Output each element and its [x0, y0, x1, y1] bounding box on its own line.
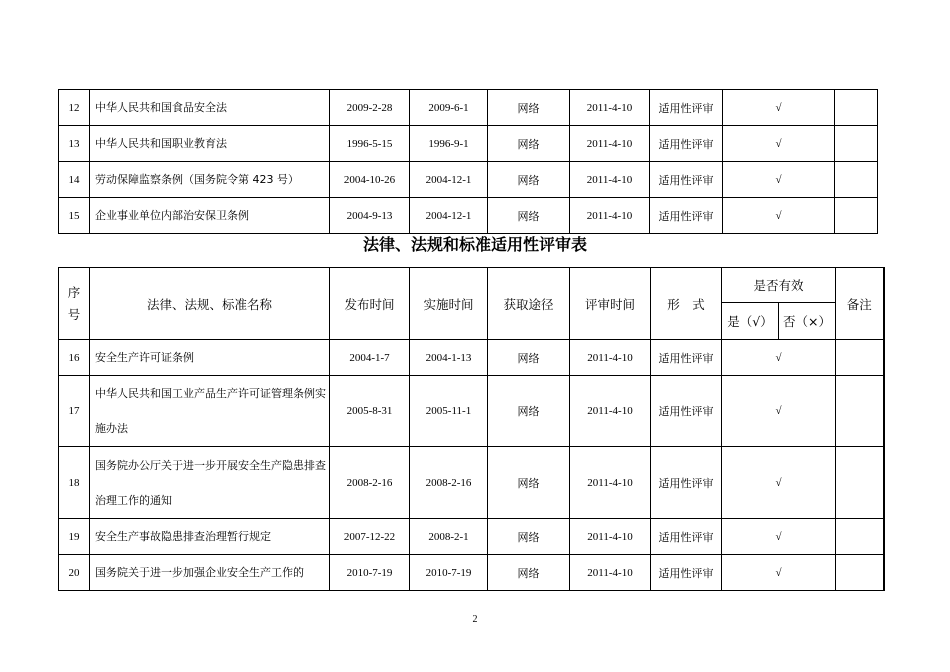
- review-date: 2011-4-10: [570, 555, 651, 591]
- valid-mark: √: [722, 555, 836, 591]
- top-regulation-table: [58, 89, 878, 234]
- regulation-name: 安全生产事故隐患排查治理暂行规定: [90, 519, 330, 555]
- row-number: 15: [59, 198, 90, 234]
- remark: [836, 447, 884, 519]
- publish-date: 2004-9-13: [330, 198, 410, 234]
- header-source: 获取途径: [488, 268, 570, 340]
- review-form: 适用性评审: [651, 555, 722, 591]
- regulation-name: 劳动保障监察条例（国务院令第 423 号）: [90, 162, 330, 198]
- publish-date: 2005-8-31: [330, 376, 410, 447]
- review-form: 适用性评审: [650, 162, 723, 198]
- row-number: 16: [59, 340, 90, 376]
- implement-date: 2004-1-13: [410, 340, 488, 376]
- valid-mark: √: [722, 519, 836, 555]
- review-form: 适用性评审: [651, 447, 722, 519]
- review-date: 2011-4-10: [570, 126, 650, 162]
- header-implement: 实施时间: [410, 268, 488, 340]
- table-row: [59, 555, 884, 591]
- review-date: 2011-4-10: [570, 519, 651, 555]
- table-row: [59, 376, 884, 447]
- page-number: 2: [472, 614, 478, 625]
- review-date: 2011-4-10: [570, 198, 650, 234]
- regulation-name: 中华人民共和国工业产品生产许可证管理条例实施办法: [90, 376, 330, 447]
- valid-mark: √: [723, 198, 835, 234]
- header-publish: 发布时间: [330, 268, 410, 340]
- remark: [835, 126, 878, 162]
- source: 网络: [488, 90, 570, 126]
- publish-date: 2004-10-26: [330, 162, 410, 198]
- valid-mark: √: [723, 90, 835, 126]
- header-valid-yes: 是（√）: [722, 303, 779, 340]
- remark: [835, 198, 878, 234]
- publish-date: 2007-12-22: [330, 519, 410, 555]
- table-row: [59, 198, 878, 234]
- source: 网络: [488, 198, 570, 234]
- publish-date: 2004-1-7: [330, 340, 410, 376]
- remark: [836, 519, 884, 555]
- header-review: 评审时间: [570, 268, 651, 340]
- row-number: 19: [59, 519, 90, 555]
- review-date: 2011-4-10: [570, 376, 651, 447]
- implement-date: 2008-2-1: [410, 519, 488, 555]
- row-number: 18: [59, 447, 90, 519]
- remark: [836, 555, 884, 591]
- table-row: [59, 126, 878, 162]
- valid-mark: √: [722, 447, 836, 519]
- source: 网络: [488, 519, 570, 555]
- publish-date: 1996-5-15: [330, 126, 410, 162]
- table-row: [59, 519, 884, 555]
- review-date: 2011-4-10: [570, 162, 650, 198]
- table-row: [59, 340, 884, 376]
- header-valid-no: 否（×）: [779, 303, 836, 340]
- valid-mark: √: [722, 340, 836, 376]
- review-form: 适用性评审: [650, 198, 723, 234]
- source: 网络: [488, 162, 570, 198]
- review-date: 2011-4-10: [570, 447, 651, 519]
- implement-date: 2004-12-1: [410, 162, 488, 198]
- header-form: 形 式: [651, 268, 722, 340]
- regulation-name: 安全生产许可证条例: [90, 340, 330, 376]
- source: 网络: [488, 447, 570, 519]
- valid-mark: √: [722, 376, 836, 447]
- page-title: 法律、法规和标准适用性评审表: [362, 235, 587, 254]
- review-date: 2011-4-10: [570, 90, 650, 126]
- review-form: 适用性评审: [650, 126, 723, 162]
- bottom-table-body: [59, 340, 884, 591]
- remark: [836, 376, 884, 447]
- review-form: 适用性评审: [651, 519, 722, 555]
- header-name: 法律、法规、标准名称: [90, 268, 330, 340]
- header-valid: 是否有效: [722, 268, 836, 303]
- implement-date: 2009-6-1: [410, 90, 488, 126]
- source: 网络: [488, 555, 570, 591]
- top-table-body: [59, 90, 878, 234]
- implement-date: 2005-11-1: [410, 376, 488, 447]
- row-number: 12: [59, 90, 90, 126]
- implement-date: 2004-12-1: [410, 198, 488, 234]
- table-header: [59, 268, 884, 340]
- review-date: 2011-4-10: [570, 340, 651, 376]
- regulation-name: 中华人民共和国食品安全法: [90, 90, 330, 126]
- regulation-name: 国务院办公厅关于进一步开展安全生产隐患排查治理工作的通知: [90, 447, 330, 519]
- valid-mark: √: [723, 126, 835, 162]
- table-row: [59, 90, 878, 126]
- review-form: 适用性评审: [651, 376, 722, 447]
- regulation-name: 国务院关于进一步加强企业安全生产工作的: [90, 555, 330, 591]
- row-number: 14: [59, 162, 90, 198]
- bottom-regulation-table: [58, 267, 885, 591]
- remark: [835, 90, 878, 126]
- publish-date: 2010-7-19: [330, 555, 410, 591]
- implement-date: 2010-7-19: [410, 555, 488, 591]
- remark: [836, 340, 884, 376]
- header-seq: 序号: [59, 268, 90, 340]
- row-number: 13: [59, 126, 90, 162]
- source: 网络: [488, 340, 570, 376]
- valid-mark: √: [723, 162, 835, 198]
- publish-date: 2008-2-16: [330, 447, 410, 519]
- implement-date: 2008-2-16: [410, 447, 488, 519]
- table-row: [59, 162, 878, 198]
- header-remark: 备注: [836, 268, 884, 340]
- review-form: 适用性评审: [650, 90, 723, 126]
- table-row: [59, 447, 884, 519]
- row-number: 20: [59, 555, 90, 591]
- source: 网络: [488, 376, 570, 447]
- implement-date: 1996-9-1: [410, 126, 488, 162]
- remark: [835, 162, 878, 198]
- row-number: 17: [59, 376, 90, 447]
- regulation-name: 企业事业单位内部治安保卫条例: [90, 198, 330, 234]
- review-form: 适用性评审: [651, 340, 722, 376]
- source: 网络: [488, 126, 570, 162]
- regulation-name: 中华人民共和国职业教育法: [90, 126, 330, 162]
- publish-date: 2009-2-28: [330, 90, 410, 126]
